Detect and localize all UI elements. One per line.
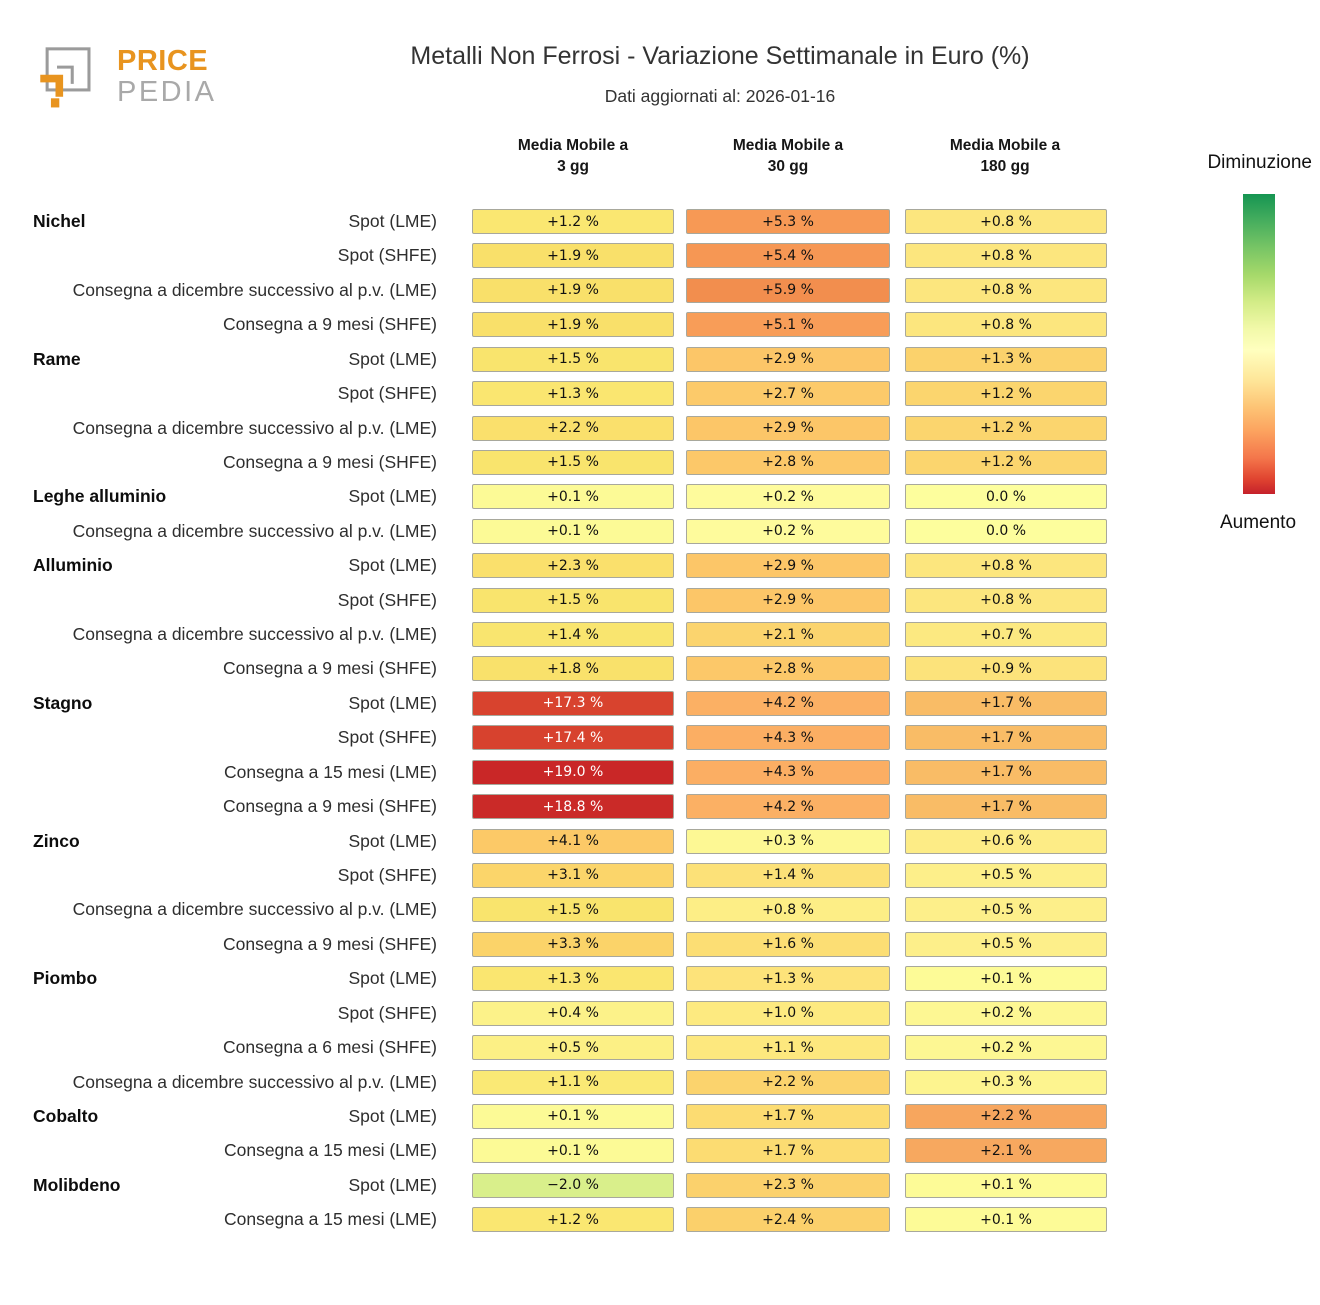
heatmap-cell: +1.6 %: [686, 932, 890, 957]
pricepedia-logo-icon: [38, 34, 108, 120]
series-label: Spot (LME): [348, 486, 437, 507]
series-label: Spot (SHFE): [337, 589, 437, 610]
heatmap-cell: +0.5 %: [472, 1035, 674, 1060]
metal-group-label: Molibdeno: [33, 1174, 121, 1195]
heatmap-cell: +0.1 %: [905, 1207, 1107, 1232]
table-row: [0, 1035, 1320, 1061]
heatmap-cell: +0.3 %: [905, 1070, 1107, 1095]
heatmap-cell: +1.4 %: [686, 863, 890, 888]
table-row: [0, 553, 1320, 579]
table-row: [0, 416, 1320, 442]
heatmap-cell: +17.3 %: [472, 691, 674, 716]
heatmap-cell: +0.3 %: [686, 829, 890, 854]
heatmap-cell: +1.5 %: [472, 588, 674, 613]
heatmap-cell: +1.1 %: [686, 1035, 890, 1060]
heatmap-cell: +1.2 %: [472, 1207, 674, 1232]
series-label: Spot (SHFE): [337, 864, 437, 885]
heatmap-cell: +1.5 %: [472, 897, 674, 922]
heatmap-rows: [0, 209, 1320, 1269]
column-header-3gg: [473, 135, 673, 177]
table-row: [0, 829, 1320, 855]
heatmap-cell: +1.7 %: [905, 794, 1107, 819]
heatmap-cell: +4.2 %: [686, 794, 890, 819]
series-label: Consegna a 15 mesi (LME): [223, 1140, 437, 1161]
heatmap-cell: +2.4 %: [686, 1207, 890, 1232]
heatmap-cell: +1.3 %: [686, 966, 890, 991]
heatmap-cell: +19.0 %: [472, 760, 674, 785]
page-title: Metalli Non Ferrosi - Variazione Settimanale in Euro (%): [410, 42, 1030, 70]
heatmap-cell: +0.1 %: [472, 484, 674, 509]
heatmap-cell: +1.1 %: [472, 1070, 674, 1095]
heatmap-cell: +0.2 %: [686, 519, 890, 544]
heatmap-cell: +1.2 %: [472, 209, 674, 234]
heatmap-cell: +2.9 %: [686, 416, 890, 441]
heatmap-cell: +1.5 %: [472, 347, 674, 372]
heatmap-cell: +2.3 %: [472, 553, 674, 578]
table-row: [0, 1138, 1320, 1164]
series-label: Consegna a 15 mesi (LME): [223, 761, 437, 782]
heatmap-cell: +0.8 %: [905, 588, 1107, 613]
series-label: Spot (LME): [348, 1105, 437, 1126]
heatmap-cell: +5.4 %: [686, 243, 890, 268]
table-row: [0, 278, 1320, 304]
heatmap-cell: +2.8 %: [686, 656, 890, 681]
table-row: [0, 312, 1320, 338]
table-row: [0, 243, 1320, 269]
metal-group-label: Rame: [33, 348, 81, 369]
legend-label-diminuzione: Diminuzione: [1207, 152, 1312, 173]
series-label: Consegna a 9 mesi (SHFE): [223, 796, 437, 817]
heatmap-cell: +0.8 %: [905, 278, 1107, 303]
heatmap-cell: +0.4 %: [472, 1001, 674, 1026]
heatmap-cell: +3.1 %: [472, 863, 674, 888]
heatmap-cell: +2.9 %: [686, 553, 890, 578]
table-row: [0, 622, 1320, 648]
heatmap-cell: +0.1 %: [472, 519, 674, 544]
series-label: Spot (LME): [348, 555, 437, 576]
heatmap-cell: +1.7 %: [905, 725, 1107, 750]
heatmap-cell: +1.3 %: [905, 347, 1107, 372]
heatmap-cell: +2.9 %: [686, 347, 890, 372]
heatmap-cell: 0.0 %: [905, 519, 1107, 544]
heatmap-cell: +0.1 %: [472, 1104, 674, 1129]
table-row: [0, 897, 1320, 923]
table-row: [0, 794, 1320, 820]
heatmap-cell: +0.8 %: [905, 243, 1107, 268]
table-row: [0, 347, 1320, 373]
metal-group-label: Alluminio: [33, 555, 113, 576]
heatmap-cell: +1.4 %: [472, 622, 674, 647]
heatmap-cell: +0.8 %: [686, 897, 890, 922]
heatmap-cell: +2.7 %: [686, 381, 890, 406]
table-row: [0, 484, 1320, 510]
metal-group-label: Piombo: [33, 968, 98, 989]
column-header-line2: 30 gg: [767, 158, 809, 175]
metal-group-label: Nichel: [33, 211, 86, 231]
table-row: [0, 1070, 1320, 1096]
heatmap-cell: +1.7 %: [686, 1104, 890, 1129]
heatmap-cell: +2.2 %: [686, 1070, 890, 1095]
column-header-line1: Media Mobile a: [732, 137, 844, 154]
heatmap-cell: +0.5 %: [905, 897, 1107, 922]
heatmap-cell: +1.9 %: [472, 278, 674, 303]
series-label: Consegna a dicembre successivo al p.v. (LME): [72, 1071, 437, 1092]
series-label: Consegna a dicembre successivo al p.v. (LME): [72, 520, 437, 541]
page-subtitle: Dati aggiornati al: 2026-01-16: [604, 86, 836, 106]
table-row: [0, 450, 1320, 476]
heatmap-cell: 0.0 %: [905, 484, 1107, 509]
table-row: [0, 1207, 1320, 1233]
heatmap-cell: +1.3 %: [472, 966, 674, 991]
series-label: Spot (LME): [348, 692, 437, 713]
heatmap-cell: +2.8 %: [686, 450, 890, 475]
series-label: Consegna a dicembre successivo al p.v. (LME): [72, 279, 437, 300]
table-row: [0, 760, 1320, 786]
series-label: Spot (LME): [348, 211, 437, 231]
table-row: [0, 966, 1320, 992]
series-label: Spot (LME): [348, 1174, 437, 1195]
series-label: Consegna a 9 mesi (SHFE): [223, 658, 437, 679]
table-row: [0, 932, 1320, 958]
heatmap-cell: +1.8 %: [472, 656, 674, 681]
series-label: Consegna a 9 mesi (SHFE): [223, 933, 437, 954]
series-label: Spot (LME): [348, 968, 437, 989]
table-row: [0, 209, 1320, 235]
heatmap-cell: +0.7 %: [905, 622, 1107, 647]
heatmap-cell: +0.1 %: [905, 966, 1107, 991]
metal-group-label: Stagno: [33, 692, 93, 713]
table-row: [0, 588, 1320, 614]
series-label: Consegna a dicembre successivo al p.v. (LME): [72, 417, 437, 438]
heatmap-cell: +0.5 %: [905, 932, 1107, 957]
heatmap-cell: +4.1 %: [472, 829, 674, 854]
heatmap-cell: +1.7 %: [905, 760, 1107, 785]
column-header-line2: 3 gg: [557, 158, 589, 175]
logo-pedia-text: PEDIA: [117, 76, 217, 108]
table-row: [0, 725, 1320, 751]
heatmap-cell: +1.2 %: [905, 450, 1107, 475]
heatmap-cell: +0.8 %: [905, 312, 1107, 337]
heatmap-cell: +17.4 %: [472, 725, 674, 750]
heatmap-cell: −2.0 %: [472, 1173, 674, 1198]
heatmap-cell: +1.5 %: [472, 450, 674, 475]
series-label: Spot (LME): [348, 830, 437, 851]
heatmap-cell: +0.2 %: [905, 1001, 1107, 1026]
heatmap-cell: +1.0 %: [686, 1001, 890, 1026]
heatmap-cell: +1.9 %: [472, 312, 674, 337]
heatmap-cell: +4.3 %: [686, 725, 890, 750]
series-label: Consegna a 6 mesi (SHFE): [223, 1037, 437, 1058]
heatmap-cell: +2.9 %: [686, 588, 890, 613]
metal-group-label: Leghe alluminio: [33, 486, 167, 507]
heatmap-cell: +2.3 %: [686, 1173, 890, 1198]
series-label: Spot (LME): [348, 348, 437, 369]
heatmap-cell: +1.7 %: [686, 1138, 890, 1163]
heatmap-cell: +1.3 %: [472, 381, 674, 406]
column-header-30gg: [688, 135, 888, 177]
heatmap-cell: +0.5 %: [905, 863, 1107, 888]
series-label: Consegna a 15 mesi (LME): [223, 1209, 437, 1230]
heatmap-cell: +5.9 %: [686, 278, 890, 303]
heatmap-cell: +0.1 %: [905, 1173, 1107, 1198]
table-row: [0, 1001, 1320, 1027]
heatmap-cell: +2.2 %: [905, 1104, 1107, 1129]
series-label: Spot (SHFE): [337, 383, 437, 404]
series-label: Spot (SHFE): [337, 1002, 437, 1023]
heatmap-cell: +1.9 %: [472, 243, 674, 268]
heatmap-cell: +0.9 %: [905, 656, 1107, 681]
table-row: [0, 863, 1320, 889]
series-label: Spot (SHFE): [337, 245, 437, 266]
series-label: Spot (SHFE): [337, 727, 437, 748]
heatmap-cell: +5.3 %: [686, 209, 890, 234]
series-label: Consegna a 9 mesi (SHFE): [223, 314, 437, 335]
column-header-180gg: [905, 135, 1105, 177]
heatmap-cell: +4.2 %: [686, 691, 890, 716]
heatmap-cell: +2.2 %: [472, 416, 674, 441]
heatmap-cell: +1.7 %: [905, 691, 1107, 716]
heatmap-cell: +0.8 %: [905, 553, 1107, 578]
heatmap-cell: +0.8 %: [905, 209, 1107, 234]
heatmap-cell: +5.1 %: [686, 312, 890, 337]
heatmap-cell: +18.8 %: [472, 794, 674, 819]
heatmap-cell: +4.3 %: [686, 760, 890, 785]
series-label: Consegna a 9 mesi (SHFE): [223, 451, 437, 472]
heatmap-cell: +0.2 %: [686, 484, 890, 509]
column-header-line2: 180 gg: [980, 158, 1030, 175]
table-row: [0, 691, 1320, 717]
table-row: [0, 381, 1320, 407]
heatmap-cell: +0.2 %: [905, 1035, 1107, 1060]
heatmap-cell: +2.1 %: [686, 622, 890, 647]
column-header-line1: Media Mobile a: [949, 137, 1061, 154]
series-label: Consegna a dicembre successivo al p.v. (LME): [72, 624, 437, 645]
legend-label-aumento: Aumento: [1219, 512, 1297, 533]
column-header-line1: Media Mobile a: [517, 137, 629, 154]
heatmap-cell: +2.1 %: [905, 1138, 1107, 1163]
table-row: [0, 1104, 1320, 1130]
heatmap-cell: +0.1 %: [472, 1138, 674, 1163]
heatmap-cell: +1.2 %: [905, 416, 1107, 441]
table-row: [0, 656, 1320, 682]
logo-price-text: PRICE: [117, 45, 209, 77]
series-label: Consegna a dicembre successivo al p.v. (LME): [72, 899, 437, 920]
heatmap-cell: +1.2 %: [905, 381, 1107, 406]
heatmap-cell: +0.6 %: [905, 829, 1107, 854]
metal-group-label: Zinco: [33, 830, 80, 851]
metal-group-label: Cobalto: [33, 1105, 99, 1126]
table-row: [0, 1173, 1320, 1199]
heatmap-cell: +3.3 %: [472, 932, 674, 957]
table-row: [0, 519, 1320, 545]
